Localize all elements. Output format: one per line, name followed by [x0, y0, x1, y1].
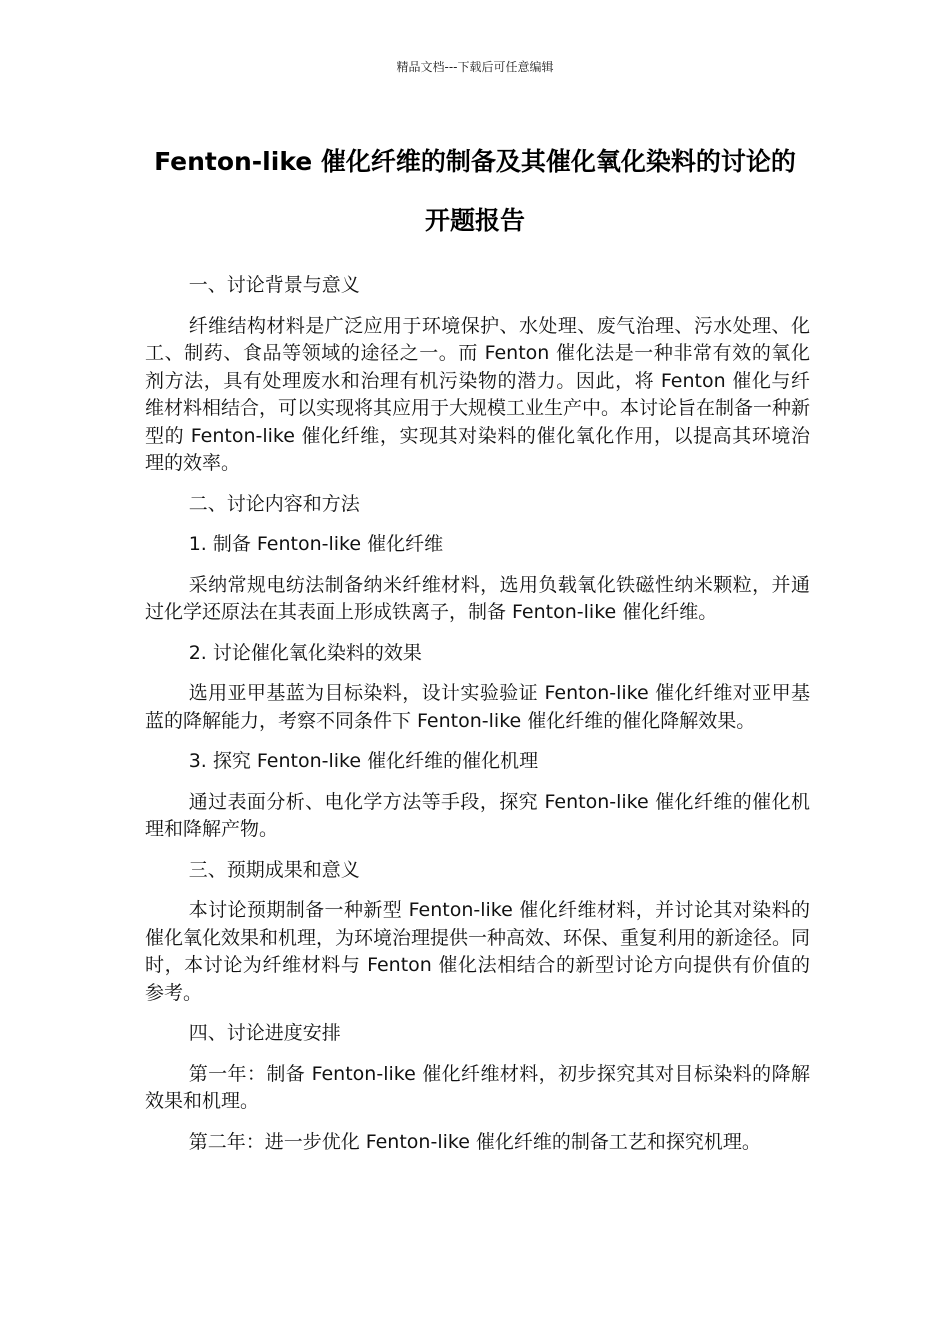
- subheading-mechanism: 3. 探究 Fenton-like 催化纤维的催化机理: [188, 750, 539, 772]
- paragraph-oxidation-effect: 选用亚甲基蓝为目标染料，设计实验验证 Fenton-like 催化纤维对亚甲基蓝的降解能力，考察不同条件下 Fenton-like 催化纤维的催化降解效果。: [145, 682, 810, 732]
- document-title: Fenton-like 催化纤维的制备及其催化氧化染料的讨论的开题报告: [154, 147, 796, 235]
- paragraph-preparation: 采纳常规电纺法制备纳米纤维材料，选用负载氧化铁磁性纳米颗粒，并通过化学还原法在其表面上形成铁离子，制备 Fenton-like 催化纤维。: [145, 573, 810, 623]
- page-header: 精品文档---下载后可任意编辑: [396, 60, 554, 74]
- section-heading-schedule: 四、讨论进度安排: [188, 1022, 341, 1044]
- section-heading-expected-results: 三、预期成果和意义: [188, 858, 360, 881]
- paragraph-expected-results: 本讨论预期制备一种新型 Fenton-like 催化纤维材料，并讨论其对染料的催化氧化效果和机理，为环境治理提供一种高效、环保、重复利用的新途径。同时，本讨论为纤维材料与 Fenton 催化法相结合的新型讨论方向提供有价值的参考。: [145, 899, 811, 1004]
- paragraph-schedule-year-1: 第一年：制备 Fenton-like 催化纤维材料，初步探究其对目标染料的降解效果和机理。: [145, 1062, 810, 1112]
- section-heading-content-method: 二、讨论内容和方法: [188, 492, 360, 515]
- section-heading-background: 一、讨论背景与意义: [188, 274, 360, 296]
- subheading-oxidation-effect: 2. 讨论催化氧化染料的效果: [188, 641, 422, 664]
- subheading-preparation: 1. 制备 Fenton-like 催化纤维: [188, 533, 444, 555]
- paragraph-background: 纤维结构材料是广泛应用于环境保护、水处理、废气治理、污水处理、化工、制药、食品等领域的途径之一。而 Fenton 催化法是一种非常有效的氧化剂方法，具有处理废水和治理有机污染物的潜力。因此，将 Fenton 催化与纤维材料相结合，可以实现将其应用于大规模工业生产中。本讨论旨在制备一种新型的 Fenton-like 催化纤维，实现其对染料的催化氧化作用，以提高其环境治理的效率。: [145, 314, 811, 474]
- paragraph-schedule-year-2: 第二年：进一步优化 Fenton-like 催化纤维的制备工艺和探究机理。: [188, 1130, 761, 1153]
- document-body: [145, 272, 810, 1169]
- paragraph-mechanism: 通过表面分析、电化学方法等手段，探究 Fenton-like 催化纤维的催化机理和降解产物。: [145, 790, 810, 840]
